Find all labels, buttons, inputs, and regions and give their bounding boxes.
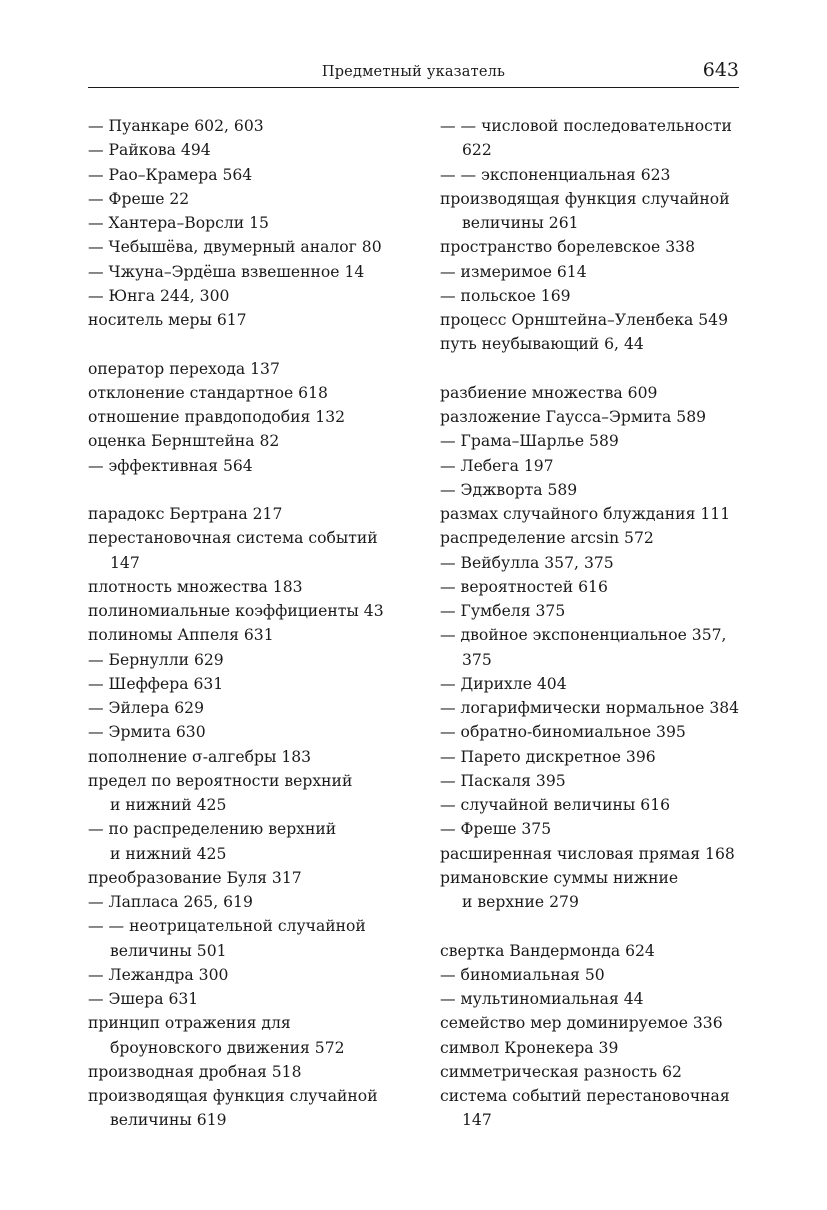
- index-entry: [88, 769, 433, 818]
- index-entry: [440, 478, 740, 502]
- index-entry: [88, 526, 433, 575]
- index-entry-line: пополнение σ-алгебры 183: [88, 747, 312, 766]
- index-entry-line: и нижний 425: [110, 796, 227, 814]
- index-entry: [440, 793, 740, 817]
- index-entry-line: пространство борелевское 338: [440, 238, 695, 257]
- index-entry-line: носитель меры 617: [88, 311, 247, 329]
- index-entry-line: — Эрмита 630: [88, 723, 206, 742]
- index-entry: [88, 745, 433, 769]
- index-entry: [440, 551, 740, 575]
- index-entry-line: производящая функция случайной: [88, 1087, 378, 1105]
- index-entry: [88, 454, 433, 478]
- index-entry: [440, 842, 740, 866]
- index-entry-line: — Лежандра 300: [88, 965, 229, 984]
- index-entry: [440, 429, 740, 453]
- index-entry: [88, 405, 433, 429]
- index-entry-line: — Лебега 197: [440, 456, 554, 475]
- index-entry: [440, 696, 740, 720]
- index-entry-line: — Лапласа 265, 619: [88, 893, 253, 911]
- index-column-right: [440, 114, 740, 1133]
- index-entry: [88, 987, 433, 1011]
- index-entry: [88, 696, 433, 720]
- index-entry: [88, 429, 433, 453]
- index-entry: [88, 284, 433, 308]
- index-entry-line: оценка Бернштейна 82: [88, 432, 280, 451]
- index-entry-line: — Чжуна–Эрдёша взвешенное 14: [88, 262, 365, 281]
- index-entry: [88, 963, 433, 987]
- index-entry-line: и верхние 279: [462, 893, 579, 911]
- index-entry-line: — Паскаля 395: [440, 771, 566, 790]
- index-entry-line: семейство мер доминируемое 336: [440, 1014, 723, 1033]
- index-entry-line: — Фреше 375: [440, 820, 552, 839]
- index-entry-line: процесс Орнштейна–Уленбека 549: [440, 311, 729, 329]
- index-entry-line: распределение arcsin 572: [440, 529, 654, 548]
- index-entry-line: принцип отражения для: [88, 1014, 291, 1033]
- index-entry-line: 147: [110, 553, 140, 572]
- index-entry: [440, 575, 740, 599]
- index-entry: [440, 1036, 740, 1060]
- index-entry-line: — эффективная 564: [88, 456, 253, 475]
- index-entry: [88, 575, 433, 599]
- index-entry-line: — — экспоненциальная 623: [440, 165, 671, 184]
- index-entry: [440, 623, 740, 672]
- index-entry: [88, 623, 433, 647]
- index-entry-line: величины 501: [110, 941, 227, 960]
- index-entry-line: римановские суммы нижние: [440, 868, 679, 887]
- index-entry: [440, 720, 740, 744]
- index-entry: [88, 890, 433, 914]
- index-entry-line: — Эджворта 589: [440, 480, 578, 499]
- index-entry-line: размах случайного блуждания 111: [440, 505, 731, 523]
- index-entry-line: — биномиальная 50: [440, 965, 605, 984]
- index-column-left: [88, 114, 433, 1133]
- index-entry-line: — двойное экспоненциальное 357,: [440, 626, 727, 645]
- index-entry: [440, 502, 740, 526]
- index-entry-line: — вероятностей 616: [440, 577, 608, 596]
- index-entry: [440, 1084, 740, 1133]
- index-entry-line: — — неотрицательной случайной: [88, 917, 366, 936]
- index-entry: [88, 914, 433, 963]
- section-gap: [440, 357, 740, 381]
- index-entry: [440, 526, 740, 550]
- index-entry: [440, 235, 740, 259]
- index-entry: [440, 454, 740, 478]
- index-entry: [440, 308, 740, 332]
- index-entry-line: величины 261: [462, 214, 579, 232]
- index-entry: [440, 284, 740, 308]
- index-entry-line: полиномы Аппеля 631: [88, 626, 274, 645]
- index-entry: [88, 163, 433, 187]
- index-entry: [440, 1011, 740, 1035]
- index-entry-line: — Вейбулла 357, 375: [440, 553, 614, 572]
- index-entry-line: и нижний 425: [110, 844, 227, 863]
- index-entry-line: отклонение стандартное 618: [88, 383, 328, 402]
- index-entry-line: — случайной величины 616: [440, 796, 671, 814]
- index-entry-line: — Райкова 494: [88, 141, 211, 160]
- index-entry: [440, 963, 740, 987]
- index-entry: [440, 332, 740, 356]
- page-header: [88, 58, 739, 88]
- index-entry-line: расширенная числовая прямая 168: [440, 844, 735, 863]
- index-entry-line: 622: [462, 141, 492, 160]
- index-entry-line: — Парето дискретное 396: [440, 747, 656, 766]
- index-entry-line: производящая функция случайной: [440, 189, 730, 208]
- index-entry: [88, 138, 433, 162]
- index-entry-line: — Бернулли 629: [88, 650, 224, 669]
- section-gap: [88, 478, 433, 502]
- index-entry-line: разбиение множества 609: [440, 383, 658, 402]
- index-entry-line: симметрическая разность 62: [440, 1062, 682, 1081]
- index-entry-line: преобразование Буля 317: [88, 868, 302, 887]
- index-entry: [440, 187, 740, 236]
- running-title: Предметный указатель: [321, 64, 506, 80]
- index-entry-line: — Хантера–Ворсли 15: [88, 214, 269, 232]
- section-gap: [440, 914, 740, 938]
- index-entry: [440, 939, 740, 963]
- index-entry-line: — логарифмически нормальное 384: [440, 699, 740, 717]
- index-entry: [440, 672, 740, 696]
- index-entry-line: разложение Гаусса–Эрмита 589: [440, 408, 707, 426]
- index-entry-line: — по распределению верхний: [88, 820, 337, 839]
- index-entry-line: — Фреше 22: [88, 189, 190, 208]
- index-entry-line: символ Кронекера 39: [440, 1038, 619, 1057]
- section-gap: [88, 332, 433, 356]
- index-entry: [88, 648, 433, 672]
- index-entry-line: — — числовой последовательности: [440, 117, 732, 135]
- index-entry: [88, 381, 433, 405]
- index-entry-line: плотность множества 183: [88, 577, 303, 596]
- index-entry-line: перестановочная система событий: [88, 529, 378, 548]
- index-entry: [440, 987, 740, 1011]
- index-entry: [88, 720, 433, 744]
- index-entry-line: — измеримое 614: [440, 262, 587, 281]
- index-entry: [88, 672, 433, 696]
- index-entry: [440, 745, 740, 769]
- index-entry-line: — Юнга 244, 300: [88, 286, 230, 305]
- index-entry: [88, 599, 433, 623]
- index-entry-line: — Дирихле 404: [440, 674, 567, 693]
- index-entry: [440, 599, 740, 623]
- index-entry-line: броуновского движения 572: [110, 1038, 345, 1057]
- page-number: 643: [702, 59, 739, 81]
- index-entry: [88, 1011, 433, 1060]
- index-entry-line: свертка Вандермонда 624: [440, 941, 655, 960]
- index-entry-line: парадокс Бертрана 217: [88, 505, 283, 523]
- index-entry: [88, 211, 433, 235]
- header-rule: [88, 87, 739, 88]
- index-entry: [440, 1060, 740, 1084]
- index-entry-line: — Чебышёва, двумерный аналог 80: [88, 238, 382, 257]
- index-entry-line: — Эйлера 629: [88, 699, 205, 717]
- index-entry-line: — Пуанкаре 602, 603: [88, 117, 264, 135]
- index-entry: [440, 817, 740, 841]
- index-entry: [440, 260, 740, 284]
- index-entry: [88, 817, 433, 866]
- index-entry-line: оператор перехода 137: [88, 359, 280, 378]
- index-entry-line: — Шеффера 631: [88, 674, 224, 693]
- index-entry-line: отношение правдоподобия 132: [88, 408, 346, 426]
- index-entry-line: — Рао–Крамера 564: [88, 165, 253, 184]
- index-entry-line: — обратно-биномиальное 395: [440, 723, 686, 742]
- index-entry-line: — мультиномиальная 44: [440, 990, 644, 1008]
- index-entry: [88, 357, 433, 381]
- index-entry-line: 147: [462, 1111, 492, 1130]
- index-entry-line: полиномиальные коэффициенты 43: [88, 602, 384, 620]
- index-entry-line: 375: [462, 650, 492, 669]
- index-entry-line: — польское 169: [440, 286, 571, 305]
- index-entry-line: — Эшера 631: [88, 990, 199, 1008]
- index-entry: [440, 163, 740, 187]
- index-entry: [88, 187, 433, 211]
- index-entry-line: производная дробная 518: [88, 1062, 302, 1081]
- index-entry: [88, 1060, 433, 1084]
- index-entry: [88, 308, 433, 332]
- index-entry: [88, 235, 433, 259]
- index-entry-line: — Гумбеля 375: [440, 602, 566, 620]
- index-entry-line: путь неубывающий 6, 44: [440, 335, 644, 354]
- index-entry-line: система событий перестановочная: [440, 1087, 730, 1105]
- index-entry: [440, 866, 740, 915]
- index-entry: [440, 114, 740, 163]
- index-entry: [88, 502, 433, 526]
- index-entry: [440, 381, 740, 405]
- index-entry: [88, 114, 433, 138]
- index-entry: [440, 769, 740, 793]
- index-entry-line: предел по вероятности верхний: [88, 771, 353, 790]
- index-entry-line: — Грама–Шарлье 589: [440, 432, 619, 451]
- index-entry: [88, 260, 433, 284]
- index-entry: [440, 405, 740, 429]
- index-entry: [88, 866, 433, 890]
- index-entry-line: величины 619: [110, 1111, 227, 1130]
- index-entry: [88, 1084, 433, 1133]
